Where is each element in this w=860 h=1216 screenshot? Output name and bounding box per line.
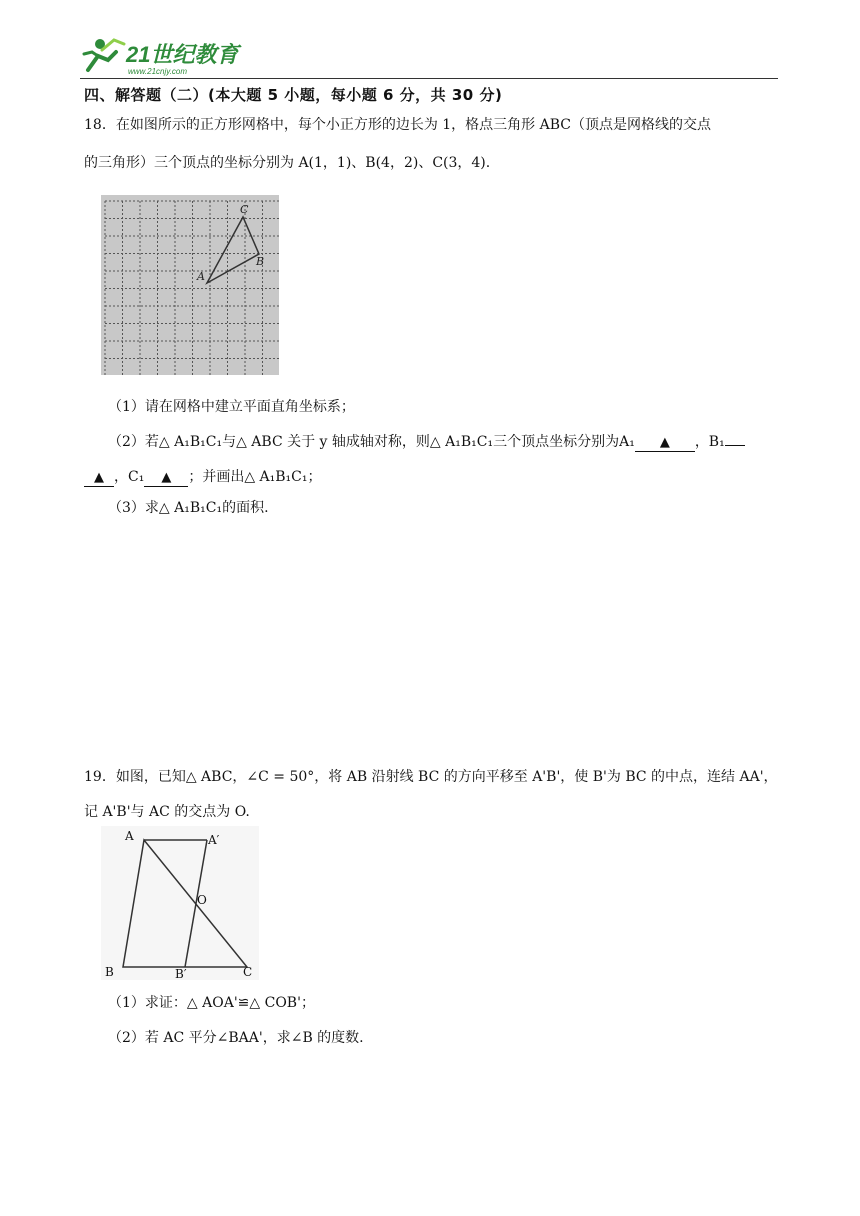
q18-sub2 — [108, 431, 745, 452]
q18-line1: 18．在如图所示的正方形网格中，每个小正方形的边长为 1，格点三角形 ABC（顶点是网格线的交点 — [84, 117, 711, 133]
label-19-a: A — [125, 829, 134, 843]
q19-line2: 记 A'B'与 AC 的交点为 O. — [84, 804, 250, 820]
label-19-o: O — [197, 893, 207, 907]
q19-line1: 19．如图，已知△ ABC，∠C = 50°，将 AB 沿射线 BC 的方向平移至 A'B'，使 B'为 BC 的中点，连结 AA'， — [84, 769, 778, 785]
logo-url-text: www.21cnjy.com — [128, 67, 187, 76]
q18-sub2-pre: （2）若△ A₁B₁C₁与△ ABC 关于 y 轴成轴对称，则△ A₁B₁C₁三个顶点坐标分别为A₁ — [108, 434, 635, 450]
q18-line2: 的三角形）三个顶点的坐标分别为 A(1，1)、B(4，2)、C(3，4). — [84, 155, 491, 171]
q18-sub3: （3）求△ A₁B₁C₁的面积. — [108, 500, 269, 516]
label-19-c: C — [243, 965, 253, 979]
q18-sub2-c1: ，C₁ — [114, 469, 145, 485]
label-19-a-prime: A′ — [208, 833, 220, 847]
answer-blank-c1[interactable]: ▲ — [144, 470, 188, 487]
answer-blank-b1[interactable]: ▲ — [84, 470, 114, 487]
q18-sub2-cont — [84, 466, 322, 487]
runner-logo-icon — [78, 30, 248, 78]
q19-figure — [101, 826, 259, 980]
header-divider — [80, 78, 778, 79]
label-19-b: B — [105, 965, 114, 979]
label-a: A — [197, 270, 205, 283]
q18-grid-figure — [101, 195, 279, 375]
section-title: 四、解答题（二）(本大题 5 小题，每小题 6 分，共 30 分) — [84, 86, 503, 104]
site-logo — [78, 30, 248, 78]
label-19-b-prime: B′ — [175, 967, 187, 980]
q19-sub1: （1）求证：△ AOA'≌△ COB'； — [108, 995, 315, 1011]
q18-sub2-b1: ，B₁ — [694, 434, 725, 450]
logo-main-text: 21世纪教育 — [126, 42, 239, 67]
label-c: C — [240, 203, 249, 216]
q18-sub1: （1）请在网格中建立平面直角坐标系； — [108, 399, 355, 415]
answer-blank-a1[interactable]: ▲ — [635, 435, 695, 452]
q18-sub2-post: ；并画出△ A₁B₁C₁； — [188, 469, 322, 485]
q19-sub2: （2）若 AC 平分∠BAA'，求∠B 的度数. — [108, 1030, 364, 1046]
triangle-abc — [207, 217, 259, 283]
answer-blank-b1-start[interactable] — [725, 445, 745, 446]
label-b: B — [256, 255, 265, 268]
